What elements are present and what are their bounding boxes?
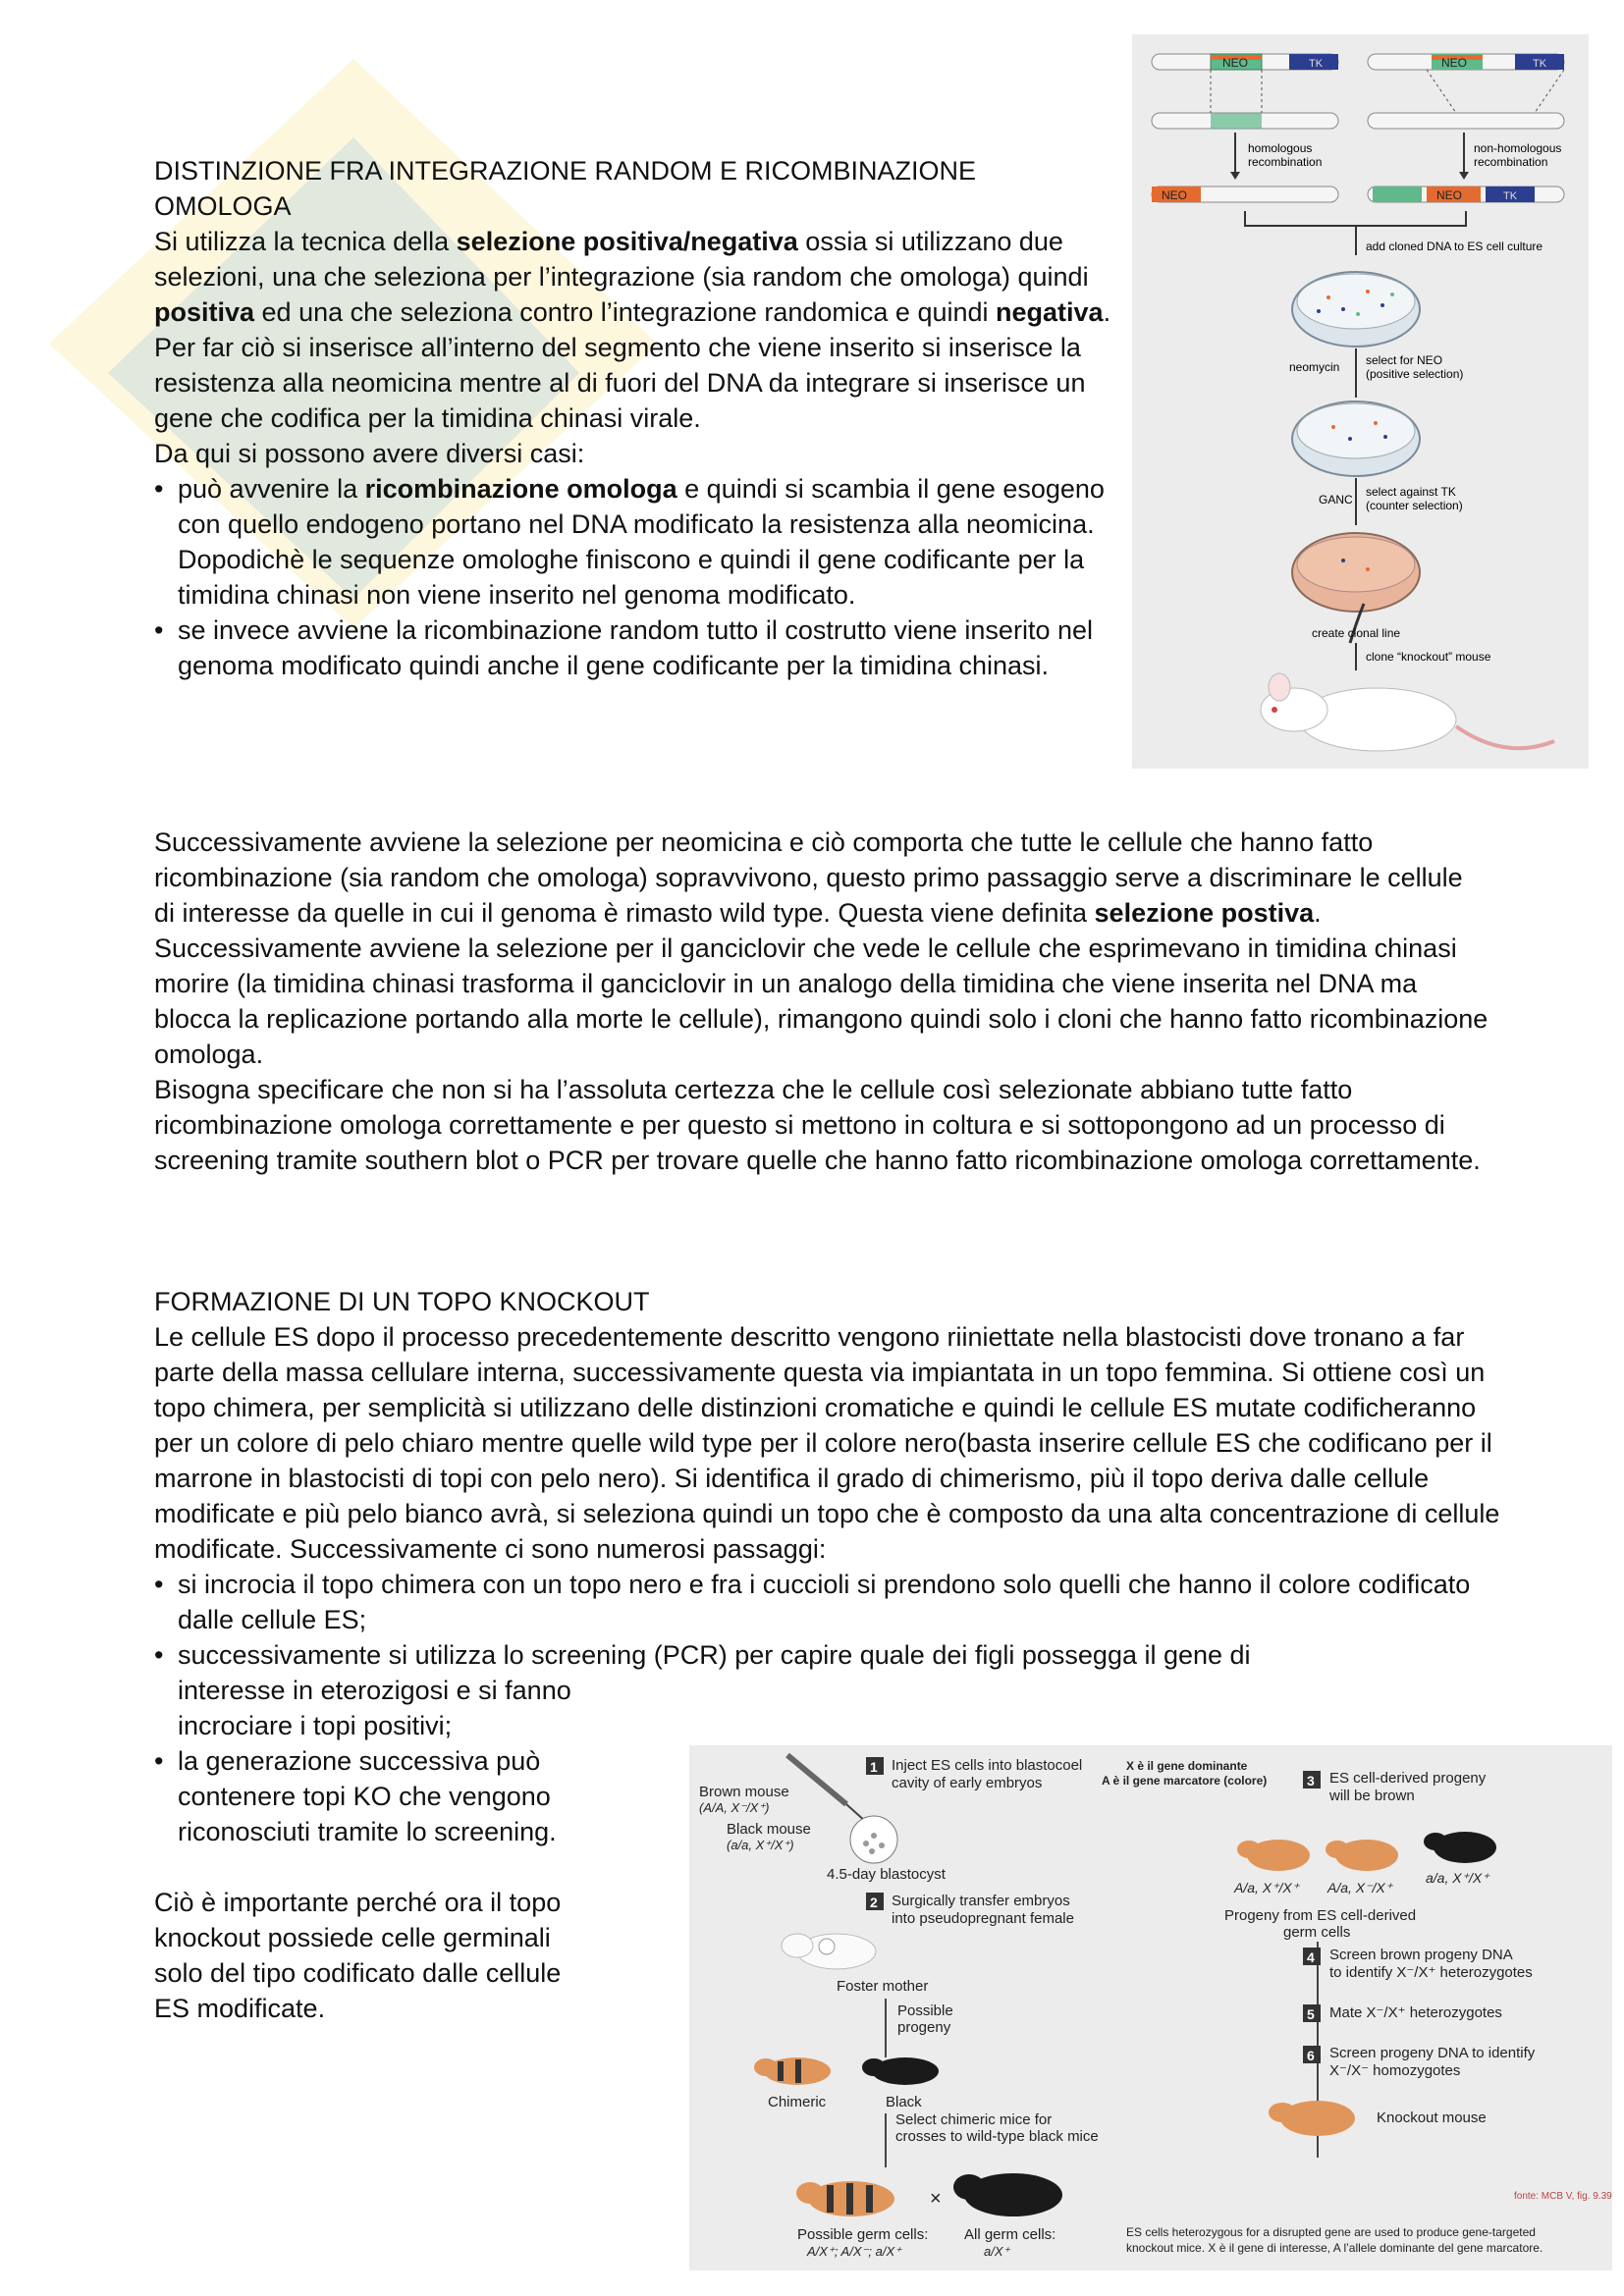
note-dominant: X è il gene dominante <box>1126 1759 1248 1773</box>
step4-label: Screen brown progeny DNA <box>1329 1947 1513 1963</box>
list-item: • si incrocia il topo chimera con un topo nero e fra i cuccioli si prendono solo quelli che hanno il colore codificato dalle cellule ES; <box>154 1567 1509 1637</box>
clone-ko-label: clone “knockout” mouse <box>1366 650 1491 664</box>
black-mouse-label: Black mouse <box>727 1821 811 1838</box>
svg-text:4: 4 <box>1307 1949 1315 1965</box>
ganc-label: GANC <box>1319 493 1353 507</box>
select-chimeric-label: Select chimeric mice for <box>895 2111 1053 2128</box>
svg-text:3: 3 <box>1307 1773 1315 1789</box>
section3-title: FORMAZIONE DI UN TOPO KNOCKOUT <box>154 1287 650 1316</box>
tk-label: TK <box>1309 58 1324 70</box>
chimeric-mouse-illustration <box>754 2057 831 2085</box>
source-label: fonte: MCB V, fig. 9.39 <box>1514 2191 1612 2202</box>
black-label: Black <box>886 2094 922 2110</box>
svg-text:(A/A, X⁻/X⁺): (A/A, X⁻/X⁺) <box>699 1800 770 1815</box>
add-dna-label: add cloned DNA to ES cell culture <box>1366 240 1543 253</box>
list-item: • la generazione successiva può contenere topi KO che vengono riconosciuti tramite lo screening. <box>154 1743 1509 1849</box>
svg-text:1: 1 <box>870 1759 878 1775</box>
svg-text:X⁻/X⁻ homozygotes: X⁻/X⁻ homozygotes <box>1329 2062 1461 2079</box>
section2-paragraph-1: Successivamente avviene la selezione per neomicina e ciò comporta che tutte le cellule che hanno fatto ricombinazione (sia random che omologa) sopravvivono, questo primo passaggio serve a discriminare le cellule di interesse da quelle in cui il genoma è rimasto wild type. Questa viene definita selezione postiva. <box>154 828 1463 928</box>
figure-knockout-mouse <box>689 1745 1612 2270</box>
figure-caption: ES cells heterozygous for a disrupted gene are used to produce gene-targeted <box>1126 2225 1536 2239</box>
foster-mother-label: Foster mother <box>837 1978 929 1995</box>
brown-mouse-1 <box>1237 1840 1310 1871</box>
section1-title: DISTINZIONE FRA INTEGRAZIONE RANDOM E RICOMBINAZIONE OMOLOGA <box>154 156 977 221</box>
step2-label: Surgically transfer embryos <box>892 1893 1070 1909</box>
brown-mouse-label: Brown mouse <box>699 1784 789 1800</box>
svg-text:progeny: progeny <box>897 2019 951 2036</box>
foster-mother-illustration <box>782 1934 876 1969</box>
select-neo-label: select for NEO <box>1366 353 1443 367</box>
step5-label: Mate X⁻/X⁺ heterozygotes <box>1329 2004 1502 2021</box>
list-item: • se invece avviene la ricombinazione random tutto il costrutto viene inserito nel genoma modificato quindi anche il gene codificante per la timidina chinasi. <box>154 613 1116 683</box>
svg-text:a/X⁺: a/X⁺ <box>984 2244 1010 2259</box>
blastocyst-label: 4.5-day blastocyst <box>827 1866 946 1883</box>
construct-homologous <box>1152 54 1338 202</box>
progeny-label: Progeny from ES cell-derived <box>1224 1907 1417 1924</box>
section3-paragraph-2: Ciò è importante perché ora il topo knockout possiede celle germinali solo del tipo codificato dalle cellule ES modificate. <box>154 1888 562 2023</box>
culture-dish-1 <box>1292 272 1420 347</box>
section2-text <box>154 825 1489 1178</box>
svg-text:(a/a, X⁺/X⁺): (a/a, X⁺/X⁺) <box>727 1838 794 1852</box>
recombination-label: recombination <box>1248 155 1323 169</box>
section2-paragraph-2: Successivamente avviene la selezione per il ganciclovir che vede le cellule che esprimevano in timidina chinasi morire (la timidina chinasi trasforma il ganciclovir in un analogo della timidina che viene inserita nel DNA ma blocca la replicazione portando alla morte le cellule), rimangono quindi solo i cloni che hanno fatto ricombinazione omologa. <box>154 934 1489 1069</box>
step1-label-2: cavity of early embryos <box>892 1775 1043 1791</box>
culture-dish-3 <box>1292 533 1420 612</box>
step6-label: Screen progeny DNA to identify <box>1329 2045 1536 2061</box>
neo-label: NEO <box>1162 188 1188 202</box>
possible-progeny-label: Possible <box>897 2002 953 2019</box>
counter-selection-label: (counter selection) <box>1366 499 1463 512</box>
svg-text:5: 5 <box>1307 2006 1315 2022</box>
positive-selection-label: (positive selection) <box>1366 367 1464 381</box>
black-mouse-illustration <box>862 2057 939 2085</box>
genotype-2: A/a, X⁻/X⁺ <box>1327 1880 1393 1896</box>
step2-label-2: into pseudopregnant female <box>892 1910 1074 1927</box>
cross-symbol: × <box>930 2188 942 2210</box>
section1-paragraph-2: Per far ciò si inserisce all’interno del segmento che viene inserito si inserisce la resistenza alla neomicina mentre al di fuori del DNA da integrare si inserisce un gene che codifica per la timidina chinasi virale. <box>154 333 1086 433</box>
list-item: • può avvenire la ricombinazione omologa e quindi si scambia il gene esogeno con quello endogeno portano nel DNA modificato la resistenza alla neomicina. Dopodichè le sequenze omologhe finiscono e quindi il gene codificante per la timidina chinasi non viene inserito nel genoma modificato. <box>154 471 1116 613</box>
brown-mouse-2 <box>1326 1840 1398 1871</box>
chimeric-mouse-cross <box>796 2181 894 2216</box>
syringe-icon <box>787 1755 866 1822</box>
culture-dish-2 <box>1292 401 1420 476</box>
recombination-label: recombination <box>1474 155 1548 169</box>
white-mouse-illustration <box>1261 673 1554 751</box>
black-mouse-3 <box>1424 1832 1496 1863</box>
svg-text:knockout mice. X è il gene di: knockout mice. X è il gene di interesse, A l’allele dominante del gene marcatore. <box>1126 2241 1543 2255</box>
chimeric-label: Chimeric <box>768 2094 827 2110</box>
svg-text:2: 2 <box>870 1895 878 1910</box>
section3-paragraph-1: Le cellule ES dopo il processo precedentemente descritto vengono riiniettate nella blastocisti dove tronano a far parte della massa cellulare interna, successivamente questa via impiantata in un topo femmina. Si ottiene così un topo chimera, per semplicità si utilizzano delle distinzioni cromatiche e quindi le cellule ES mutate codificheranno per un colore di pelo chiaro mentre quelle wild type per il colore nero(basta inserire cellule ES che codificano per il marrone in blastocisti di topi con pelo nero). Si identifica il grado di chimerismo, più il topo deriva dalle cellule modificate e più pelo bianco avrà, si seleziona quindi un topo che è composto da una alta concentrazione di cellule modificate. Successivamente ci sono numerosi passaggi: <box>154 1322 1500 1564</box>
homologous-label: homologous <box>1248 141 1313 155</box>
neo-label: NEO <box>1436 188 1463 202</box>
svg-text:A/X⁺; A/X⁻; a/X⁺: A/X⁺; A/X⁻; a/X⁺ <box>807 2244 901 2259</box>
section1-paragraph-1: Si utilizza la tecnica della selezione positiva/negativa ossia si utilizzano due selezioni, una che seleziona per l’integrazione (sia random che omologa) quindi positiva ed una che seleziona contro l’integrazione randomica e quindi negativa. <box>154 227 1111 327</box>
genotype-3: a/a, X⁺/X⁺ <box>1426 1870 1489 1886</box>
note-marker: A è il gene marcatore (colore) <box>1102 1774 1268 1788</box>
svg-text:germ cells: germ cells <box>1283 1924 1351 1941</box>
all-germ-cells-label: All germ cells: <box>964 2226 1056 2243</box>
neomycin-label: neomycin <box>1289 360 1340 374</box>
step1-label: Inject ES cells into blastocoel <box>892 1757 1083 1774</box>
genotype-1: A/a, X⁺/X⁺ <box>1234 1880 1300 1896</box>
svg-text:crosses to wild-type black mic: crosses to wild-type black mice <box>895 2128 1099 2145</box>
step3-label: ES cell-derived progeny <box>1329 1770 1487 1787</box>
neo-label: NEO <box>1222 56 1249 70</box>
figure-gene-targeting <box>1132 34 1589 769</box>
tk-label: TK <box>1503 190 1518 202</box>
svg-text:to identify X⁻/X⁺ heterozygote: to identify X⁻/X⁺ heterozygotes <box>1329 1964 1533 1981</box>
non-homologous-label: non-homologous <box>1474 141 1562 155</box>
blastocyst-illustration <box>850 1816 897 1863</box>
svg-text:6: 6 <box>1307 2048 1315 2063</box>
knockout-mouse-label: Knockout mouse <box>1377 2109 1487 2126</box>
section1-text <box>154 153 1116 683</box>
list-item: • successivamente si utilizza lo screening (PCR) per capire quale dei figli possegga il gene di interesse in eterozigosi e si fanno incrociare i topi positivi; <box>154 1637 1509 1743</box>
select-tk-label: select against TK <box>1366 485 1456 499</box>
section2-paragraph-3: Bisogna specificare che non si ha l’assoluta certezza che le cellule così selezionate abbiano tutte fatto ricombinazione omologa correttamente e per questo si mettono in coltura e si sottopongono ad un processo di screening tramite southern blot o PCR per trovare quelle che hanno fatto ricombinazione omologa correttamente. <box>154 1075 1481 1175</box>
section1-paragraph-3: Da qui si possono avere diversi casi: <box>154 439 585 468</box>
knockout-mouse-illustration <box>1269 2101 1355 2136</box>
neo-label: NEO <box>1441 56 1468 70</box>
create-clonal-label: create clonal line <box>1312 626 1401 640</box>
construct-non-homologous <box>1368 54 1564 202</box>
svg-text:will be brown: will be brown <box>1329 1788 1415 1804</box>
tk-label: TK <box>1533 58 1547 70</box>
germ-cells-label: Possible germ cells: <box>797 2226 929 2243</box>
black-mouse-cross <box>953 2173 1062 2216</box>
